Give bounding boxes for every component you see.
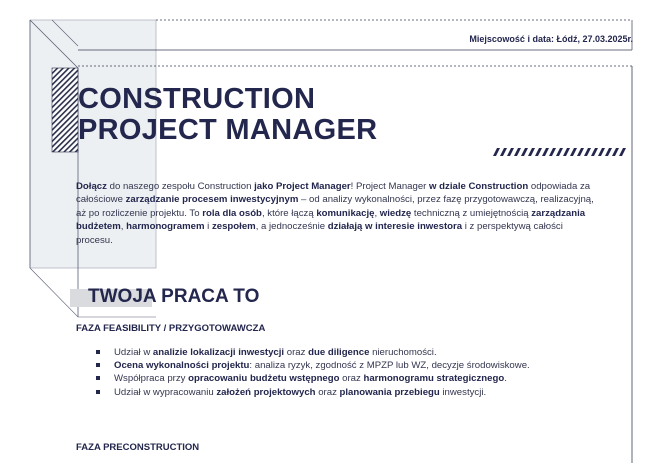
item-bold: due diligence [308,347,370,358]
intro-bold: zespołem [211,221,256,233]
item-text: . [504,373,507,385]
intro-bold: zarządzanie procesem inwestycyjnym [125,194,299,206]
intro-paragraph [76,180,596,247]
intro-text: techniczną z umiejętnością [411,207,532,219]
item-text: Współpraca przy [114,373,189,385]
page-title [78,84,377,146]
item-text: Udział w wypracowaniu [114,386,217,398]
slanted-dash-ornament [493,148,626,156]
item-bold: założeń projektowych [216,386,316,398]
intro-bold: Dołącz [76,181,107,192]
bullet-square-icon [96,363,100,367]
intro-bold: rola dla osób [202,207,262,219]
intro-text: i [204,221,212,233]
list-item [76,372,586,385]
hatched-block [52,68,78,152]
feasibility-bullet-list [76,346,586,399]
intro-text: ! Project Manager [350,181,430,192]
phase-heading-preconstruction: FAZA PRECONSTRUCTION [76,442,200,453]
intro-bold: działają w interesie inwestora [327,221,463,233]
intro-text: , [120,221,127,233]
item-text: oraz [339,373,364,385]
intro-bold: wiedzę [379,207,412,219]
title-line-1: CONSTRUCTION [78,83,316,115]
phase-heading-feasibility: FAZA FEASIBILITY / PRZYGOTOWAWCZA [76,323,266,334]
intro-bold: komunikację [316,207,375,219]
list-item [76,386,586,399]
place-date: Miejscowość i data: Łódź, 27.03.2025r. [469,34,633,44]
item-bold: analizie lokalizacji inwestycji [152,347,285,358]
bullet-square-icon [96,390,100,394]
intro-bold: zarządzania budżetem [76,207,586,233]
intro-text: , które łączą [261,207,317,219]
item-bold: opracowaniu budżetu wstępnego [188,373,340,385]
intro-text: do naszego zespołu Construction [106,181,255,192]
item-bold: planowania przebiegu [339,386,440,398]
section-title: TWOJA PRACA TO [88,286,260,307]
item-text: nieruchomości. [369,347,437,358]
bullet-square-icon [96,376,100,380]
intro-text: – od analizy wykonalności, przez fazę przygotowawczą, realizacyjną, aż po rozliczenie projektu. To [76,194,594,219]
intro-bold: harmonogramem [126,221,205,233]
title-line-2: PROJECT MANAGER [78,114,378,146]
item-text: inwestycji. [439,386,487,398]
intro-bold: jako Project Manager [254,181,351,192]
list-item [76,359,586,372]
item-text: Udział w [114,347,153,358]
bullet-square-icon [96,350,100,354]
item-text: : analiza ryzyk, zgodność z MPZP lub WZ, decyzje środowiskowe. [249,360,530,372]
intro-text: i z perspektywą całości procesu. [76,221,563,246]
item-text: oraz [315,386,340,398]
item-text: oraz [284,347,309,358]
list-item [76,346,586,359]
intro-bold: w dziale Construction [429,181,529,192]
intro-text: odpowiada za całościowe [76,181,591,206]
intro-text: , a jednocześnie [255,221,328,233]
intro-text: , [374,207,380,219]
item-bold: Ocena wykonalności projektu [114,360,250,372]
item-bold: harmonogramu strategicznego [363,373,505,385]
